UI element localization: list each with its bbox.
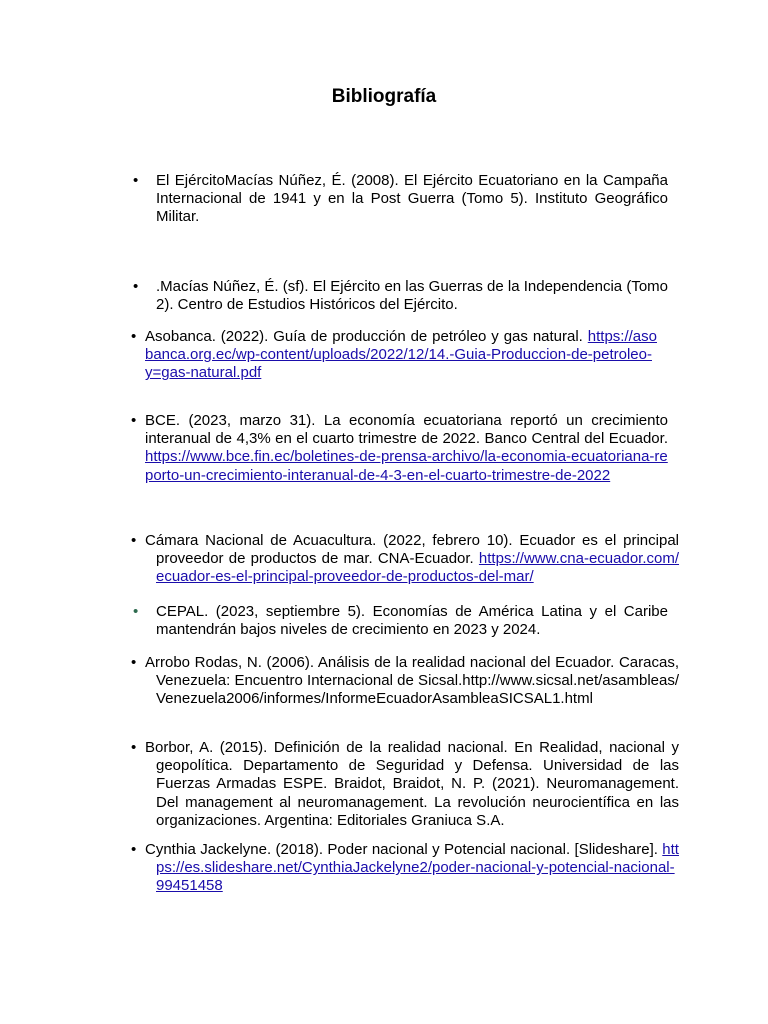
entry-link[interactable]: https://www.cna-ecuador.com/ecuador-es-el-principal-proveedor-de-productos-del-mar/ [156, 550, 680, 586]
entry-text: .Macías Núñez, É. (sf). El Ejército en las Guerras de la Independencia (Tomo 2). Centro de Estudios Históricos del Ejército. [156, 278, 668, 314]
bibliography-entry [145, 841, 679, 896]
bullet-marker: • [133, 278, 139, 295]
bullet-marker: • [131, 412, 137, 429]
bullet-marker: • [131, 841, 137, 858]
page-title: Bibliografía [331, 86, 437, 107]
entry-text: El EjércitoMacías Núñez, É. (2008). El Ejército Ecuatoriano en la Campaña Internacional de 1941 y en la Post Guerra (Tomo 5). Instituto Geográfico Militar. [156, 172, 668, 226]
bibliography-entry [145, 654, 679, 709]
entry-text: Arrobo Rodas, N. (2006). Análisis de la realidad nacional del Ecuador. Caracas, Venezuela: Encuentro Internacional de Sicsal.http://www.sicsal.net/asambleas/Venezuela2006/informes/InformeEcuadorAsambleaSICSAL1.html [145, 654, 679, 708]
entry-text: Cynthia Jackelyne. (2018). Poder nacional y Potencial nacional. [Slideshare]. [145, 841, 658, 858]
bibliography-entry [156, 172, 668, 227]
entry-text: Asobanca. (2022). Guía de producción de petróleo y gas natural. [145, 328, 583, 345]
bibliography-entry [145, 532, 679, 587]
bullet-marker: • [133, 172, 139, 189]
entry-text: BCE. (2023, marzo 31). La economía ecuatoriana reportó un crecimiento interanual de 4,3% en el cuarto trimestre de 2022. Banco Central del Ecuador. [145, 412, 668, 448]
bibliography-entry [156, 603, 668, 639]
entry-text: CEPAL. (2023, septiembre 5). Economías de América Latina y el Caribe mantendrán bajos niveles de crecimiento en 2023 y 2024. [156, 603, 668, 639]
entry-link[interactable]: https://asobanca.org.ec/wp-content/uploads/2022/12/14.-Guia-Produccion-de-petroleo-y=gas-natural.pdf [145, 328, 657, 382]
bullet-marker: • [131, 654, 137, 671]
entry-link[interactable]: https://es.slideshare.net/CynthiaJackelyne2/poder-nacional-y-potencial-nacional-99451458 [156, 841, 679, 895]
bibliography-entry [145, 412, 668, 485]
bullet-marker: • [131, 328, 137, 345]
bullet-marker: • [131, 739, 137, 756]
entry-link[interactable]: https://www.bce.fin.ec/boletines-de-prensa-archivo/la-economia-ecuatoriana-reporto-un-crecimiento-interanual-de-4-3-en-el-cuarto-trimestre-de-2022 [145, 448, 668, 484]
bullet-marker: • [133, 603, 139, 620]
bibliography-entry [156, 278, 668, 314]
bibliography-entry [145, 328, 657, 383]
entry-text: Cámara Nacional de Acuacultura. (2022, febrero 10). Ecuador es el principal proveedor de productos de mar. CNA-Ecuador. [145, 532, 679, 568]
entry-text: Borbor, A. (2015). Definición de la realidad nacional. En Realidad, nacional y geopolítica. Departamento de Seguridad y Defensa. Universidad de las Fuerzas Armadas ESPE. Braidot, Braidot, N. P. (2021). Neuromanagement. Del management al neuromanagement. La revolución neurocientífica en las organizaciones. Argentina: Editoriales Graniuca S.A. [145, 739, 679, 829]
bibliography-entry [145, 739, 679, 830]
bullet-marker: • [131, 532, 137, 549]
